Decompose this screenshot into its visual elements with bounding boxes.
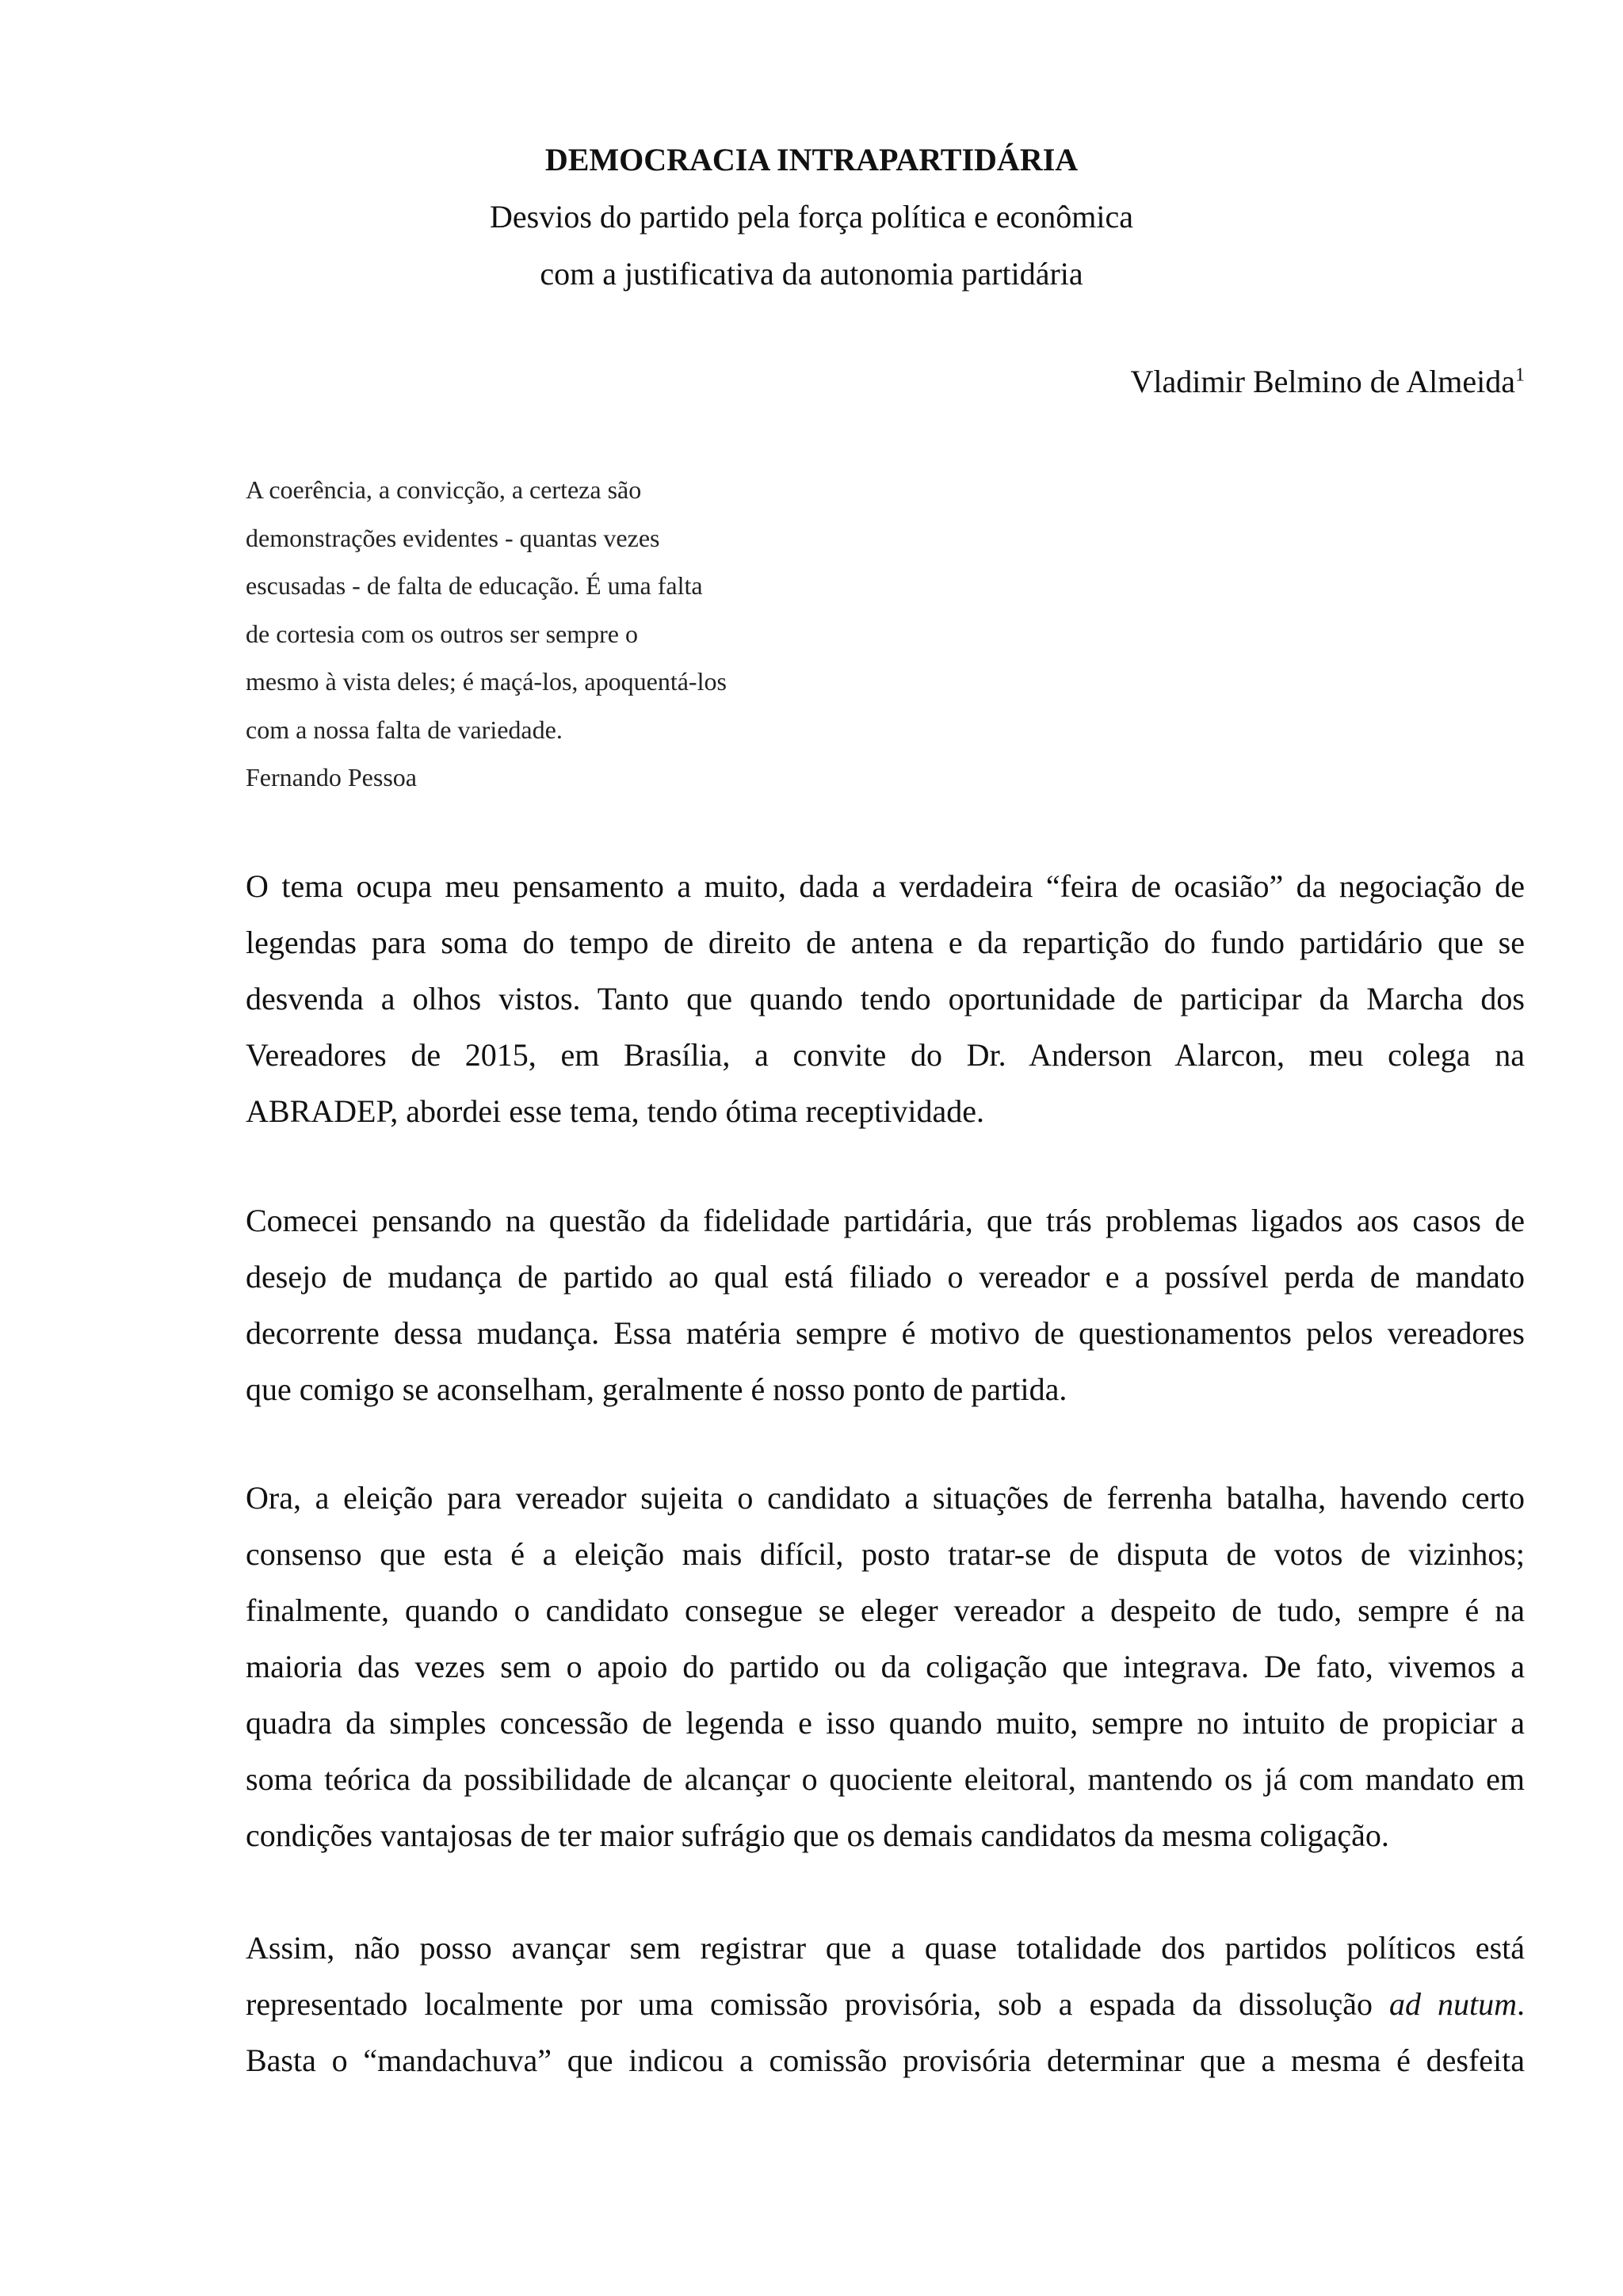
italic-term: ad nutum [1388,1986,1517,2022]
epigraph-attribution: Fernando Pessoa [246,763,417,791]
epigraph-line: A coerência, a convicção, a certeza são [246,475,642,504]
text-segment: representado localmente por uma comissão provisória, sob a espada da dissolução [246,1986,1389,2022]
paragraph-line: desvenda a olhos vistos. Tanto que quando tendo oportunidade de participar da Marcha dos [246,981,1525,1016]
paragraph-line: ABRADEP, abordei esse tema, tendo ótima receptividade. [246,1093,984,1129]
paragraph-line: quadra da simples concessão de legenda e isso quando muito, sempre no intuito de propiciar a [246,1705,1525,1741]
epigraph-line: escusadas - de falta de educação. É uma falta [246,571,703,600]
footnote-marker: 1 [1515,364,1525,386]
paragraph-line: decorrente dessa mudança. Essa matéria sempre é motivo de questionamentos pelos vereadores [246,1315,1525,1351]
paragraph-line: Assim, não posso avançar sem registrar que a quase totalidade dos partidos políticos está [246,1930,1525,1966]
paragraph-line: finalmente, quando o candidato consegue se eleger vereador a despeito de tudo, sempre é na [246,1592,1525,1628]
document-subtitle-line: com a justificativa da autonomia partidária [540,256,1083,292]
paragraph-line-with-italic [246,1976,1525,2032]
epigraph-line: de cortesia com os outros ser sempre o [246,619,638,648]
body-paragraph [246,1470,1525,1863]
body-paragraph [246,1192,1525,1417]
epigraph-line: com a nossa falta de variedade. [246,715,563,744]
paragraph-line: consenso que esta é a eleição mais difícil, posto tratar-se de disputa de votos de vizinhos; [246,1536,1525,1572]
epigraph-line: demonstrações evidentes - quantas vezes [246,523,660,552]
paragraph-line: Basta o “mandachuva” que indicou a comissão provisória determinar que a mesma é desfeita [246,2042,1525,2078]
paragraph-line: O tema ocupa meu pensamento a muito, dada a verdadeira “feira de ocasião” da negociação de [246,868,1525,904]
document-title: DEMOCRACIA INTRAPARTIDÁRIA [544,142,1079,177]
body-paragraph [246,1920,1525,2088]
text-segment: . [1517,1986,1525,2022]
paragraph-line: desejo de mudança de partido ao qual está filiado o vereador e a possível perda de mandato [246,1259,1525,1295]
paragraph-line: soma teórica da possibilidade de alcançar o quociente eleitoral, mantendo os já com mandato em [246,1761,1525,1797]
author-name: Vladimir Belmino de Almeida [1130,364,1515,399]
epigraph [246,466,880,802]
paragraph-line: que comigo se aconselham, geralmente é nosso ponto de partida. [246,1371,1067,1407]
paragraph-line: legendas para soma do tempo de direito de antena e da repartição do fundo partidário que se [246,925,1525,960]
paragraph-line: maioria das vezes sem o apoio do partido ou da coligação que integrava. De fato, vivemos a [246,1649,1525,1684]
paragraph-line: condições vantajosas de ter maior sufrágio que os demais candidatos da mesma coligação. [246,1817,1389,1853]
paragraph-line: Ora, a eleição para vereador sujeita o candidato a situações de ferrenha batalha, havendo certo [246,1480,1525,1516]
author-line [1131,358,1525,406]
epigraph-line: mesmo à vista deles; é maçá-los, apoquentá-los [246,667,727,696]
paragraph-line: Comecei pensando na questão da fidelidade partidária, que trás problemas ligados aos casos de [246,1203,1525,1238]
document-subtitle-line: Desvios do partido pela força política e econômica [490,199,1133,235]
body-paragraph [246,858,1525,1139]
title-block [0,132,1623,303]
paragraph-line: Vereadores de 2015, em Brasília, a convite do Dr. Anderson Alarcon, meu colega na [246,1037,1525,1073]
